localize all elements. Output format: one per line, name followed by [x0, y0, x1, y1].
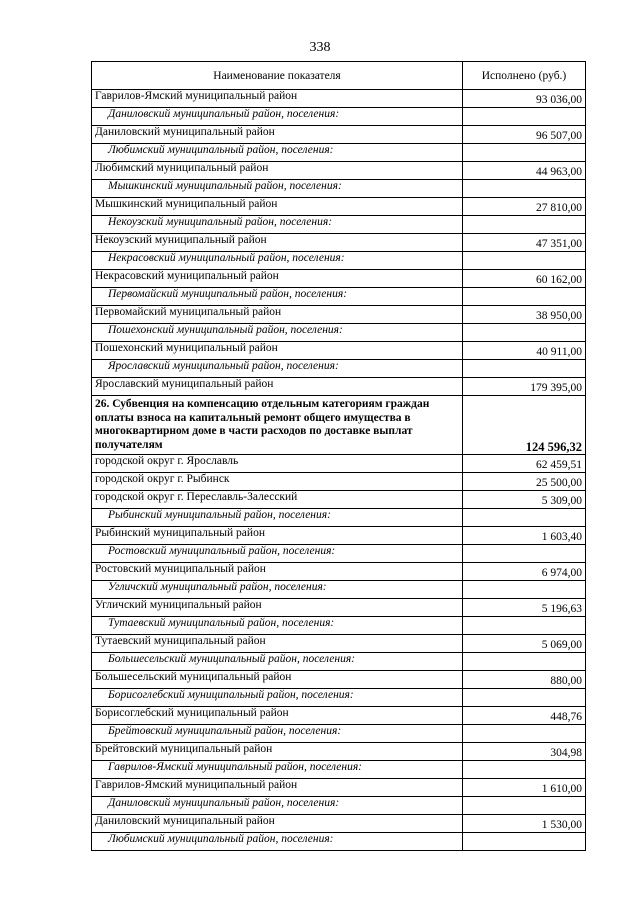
subheader-row — [92, 509, 586, 527]
row-name: Некоузский муниципальный район, поселения: — [92, 216, 463, 234]
row-name: Гаврилов-Ямский муниципальный район — [92, 90, 463, 108]
row-value: 25 500,00 — [463, 473, 586, 491]
subheader-row — [92, 180, 586, 198]
row-name: Борисоглебский муниципальный район — [92, 707, 463, 725]
table-body — [92, 90, 586, 851]
column-header-name: Наименование показателя — [92, 62, 463, 90]
row-value: 304,98 — [463, 743, 586, 761]
row-value — [463, 833, 586, 851]
table-row — [92, 527, 586, 545]
subheader-row — [92, 653, 586, 671]
row-name: Любимский муниципальный район, поселения: — [92, 833, 463, 851]
row-value: 5 196,63 — [463, 599, 586, 617]
row-name: Ярославский муниципальный район — [92, 378, 463, 396]
row-value — [463, 545, 586, 563]
row-name: Гаврилов-Ямский муниципальный район, поселения: — [92, 761, 463, 779]
row-name: Брейтовский муниципальный район, поселения: — [92, 725, 463, 743]
row-value: 27 810,00 — [463, 198, 586, 216]
row-value — [463, 288, 586, 306]
row-value: 44 963,00 — [463, 162, 586, 180]
table-header-row — [92, 62, 586, 90]
row-value — [463, 509, 586, 527]
subheader-row — [92, 545, 586, 563]
row-name: Пошехонский муниципальный район, поселения: — [92, 324, 463, 342]
row-name: Некрасовский муниципальный район — [92, 270, 463, 288]
row-value — [463, 689, 586, 707]
row-name: городской округ г. Переславль-Залесский — [92, 491, 463, 509]
row-name: Мышкинский муниципальный район, поселения: — [92, 180, 463, 198]
row-value: 96 507,00 — [463, 126, 586, 144]
row-name: Некоузский муниципальный район — [92, 234, 463, 252]
section-row — [92, 396, 586, 455]
row-name: Даниловский муниципальный район — [92, 126, 463, 144]
table-row — [92, 90, 586, 108]
row-value: 93 036,00 — [463, 90, 586, 108]
row-name: Тутаевский муниципальный район — [92, 635, 463, 653]
row-name: Рыбинский муниципальный район, поселения: — [92, 509, 463, 527]
row-name: Угличский муниципальный район, поселения: — [92, 581, 463, 599]
subheader-row — [92, 617, 586, 635]
table-row — [92, 491, 586, 509]
subheader-row — [92, 252, 586, 270]
row-name: Любимский муниципальный район — [92, 162, 463, 180]
row-name: Даниловский муниципальный район, поселения: — [92, 108, 463, 126]
subheader-row — [92, 108, 586, 126]
row-value — [463, 761, 586, 779]
row-name: Мышкинский муниципальный район — [92, 198, 463, 216]
table-row — [92, 342, 586, 360]
row-name: 26. Субвенция на компенсацию отдельным категориям граждан оплаты взноса на капитальный ремонт общего имущества в многоквартирном доме в части расходов по доставке выплат получателям — [92, 396, 463, 455]
row-name: Любимский муниципальный район, поселения: — [92, 144, 463, 162]
row-value — [463, 617, 586, 635]
row-value: 40 911,00 — [463, 342, 586, 360]
row-value: 47 351,00 — [463, 234, 586, 252]
row-name: Первомайский муниципальный район — [92, 306, 463, 324]
row-value: 38 950,00 — [463, 306, 586, 324]
table-row — [92, 270, 586, 288]
table-row — [92, 473, 586, 491]
table-row — [92, 815, 586, 833]
table-row — [92, 455, 586, 473]
row-value: 448,76 — [463, 707, 586, 725]
table-row — [92, 563, 586, 581]
row-value — [463, 252, 586, 270]
row-name: Рыбинский муниципальный район — [92, 527, 463, 545]
row-value: 124 596,32 — [463, 396, 586, 455]
row-name: Угличский муниципальный район — [92, 599, 463, 617]
row-value: 179 395,00 — [463, 378, 586, 396]
table-row — [92, 198, 586, 216]
row-value — [463, 144, 586, 162]
row-value: 6 974,00 — [463, 563, 586, 581]
subheader-row — [92, 833, 586, 851]
row-value: 1 610,00 — [463, 779, 586, 797]
row-name: Пошехонский муниципальный район — [92, 342, 463, 360]
table-row — [92, 378, 586, 396]
row-name: Брейтовский муниципальный район — [92, 743, 463, 761]
row-value: 5 309,00 — [463, 491, 586, 509]
table-row — [92, 779, 586, 797]
subheader-row — [92, 324, 586, 342]
table-row — [92, 306, 586, 324]
row-name: Гаврилов-Ямский муниципальный район — [92, 779, 463, 797]
subheader-row — [92, 288, 586, 306]
subheader-row — [92, 581, 586, 599]
row-name: Некрасовский муниципальный район, поселения: — [92, 252, 463, 270]
table-row — [92, 234, 586, 252]
row-name: городской округ г. Ярославль — [92, 455, 463, 473]
row-value: 880,00 — [463, 671, 586, 689]
subheader-row — [92, 689, 586, 707]
row-value: 62 459,51 — [463, 455, 586, 473]
subheader-row — [92, 797, 586, 815]
row-value: 1 603,40 — [463, 527, 586, 545]
table-row — [92, 743, 586, 761]
table-row — [92, 635, 586, 653]
row-name: Большесельский муниципальный район — [92, 671, 463, 689]
row-value — [463, 725, 586, 743]
row-name: Даниловский муниципальный район, поселения: — [92, 797, 463, 815]
row-value — [463, 324, 586, 342]
table-row — [92, 599, 586, 617]
row-value — [463, 797, 586, 815]
row-name: Даниловский муниципальный район — [92, 815, 463, 833]
row-name: Борисоглебский муниципальный район, поселения: — [92, 689, 463, 707]
row-value: 1 530,00 — [463, 815, 586, 833]
row-value — [463, 216, 586, 234]
row-value — [463, 360, 586, 378]
row-name: Большесельский муниципальный район, поселения: — [92, 653, 463, 671]
subheader-row — [92, 761, 586, 779]
budget-table — [91, 61, 586, 851]
table-row — [92, 707, 586, 725]
page-number: 338 — [309, 40, 331, 55]
table-row — [92, 162, 586, 180]
table-row — [92, 671, 586, 689]
subheader-row — [92, 144, 586, 162]
row-value — [463, 581, 586, 599]
subheader-row — [92, 360, 586, 378]
row-name: Ростовский муниципальный район — [92, 563, 463, 581]
column-header-value: Исполнено (руб.) — [463, 62, 586, 90]
row-name: Тутаевский муниципальный район, поселения: — [92, 617, 463, 635]
row-name: Ростовский муниципальный район, поселения: — [92, 545, 463, 563]
row-name: городской округ г. Рыбинск — [92, 473, 463, 491]
subheader-row — [92, 216, 586, 234]
row-value: 5 069,00 — [463, 635, 586, 653]
subheader-row — [92, 725, 586, 743]
row-value: 60 162,00 — [463, 270, 586, 288]
row-value — [463, 180, 586, 198]
row-value — [463, 653, 586, 671]
table-row — [92, 126, 586, 144]
row-name: Ярославский муниципальный район, поселения: — [92, 360, 463, 378]
row-name: Первомайский муниципальный район, поселения: — [92, 288, 463, 306]
row-value — [463, 108, 586, 126]
